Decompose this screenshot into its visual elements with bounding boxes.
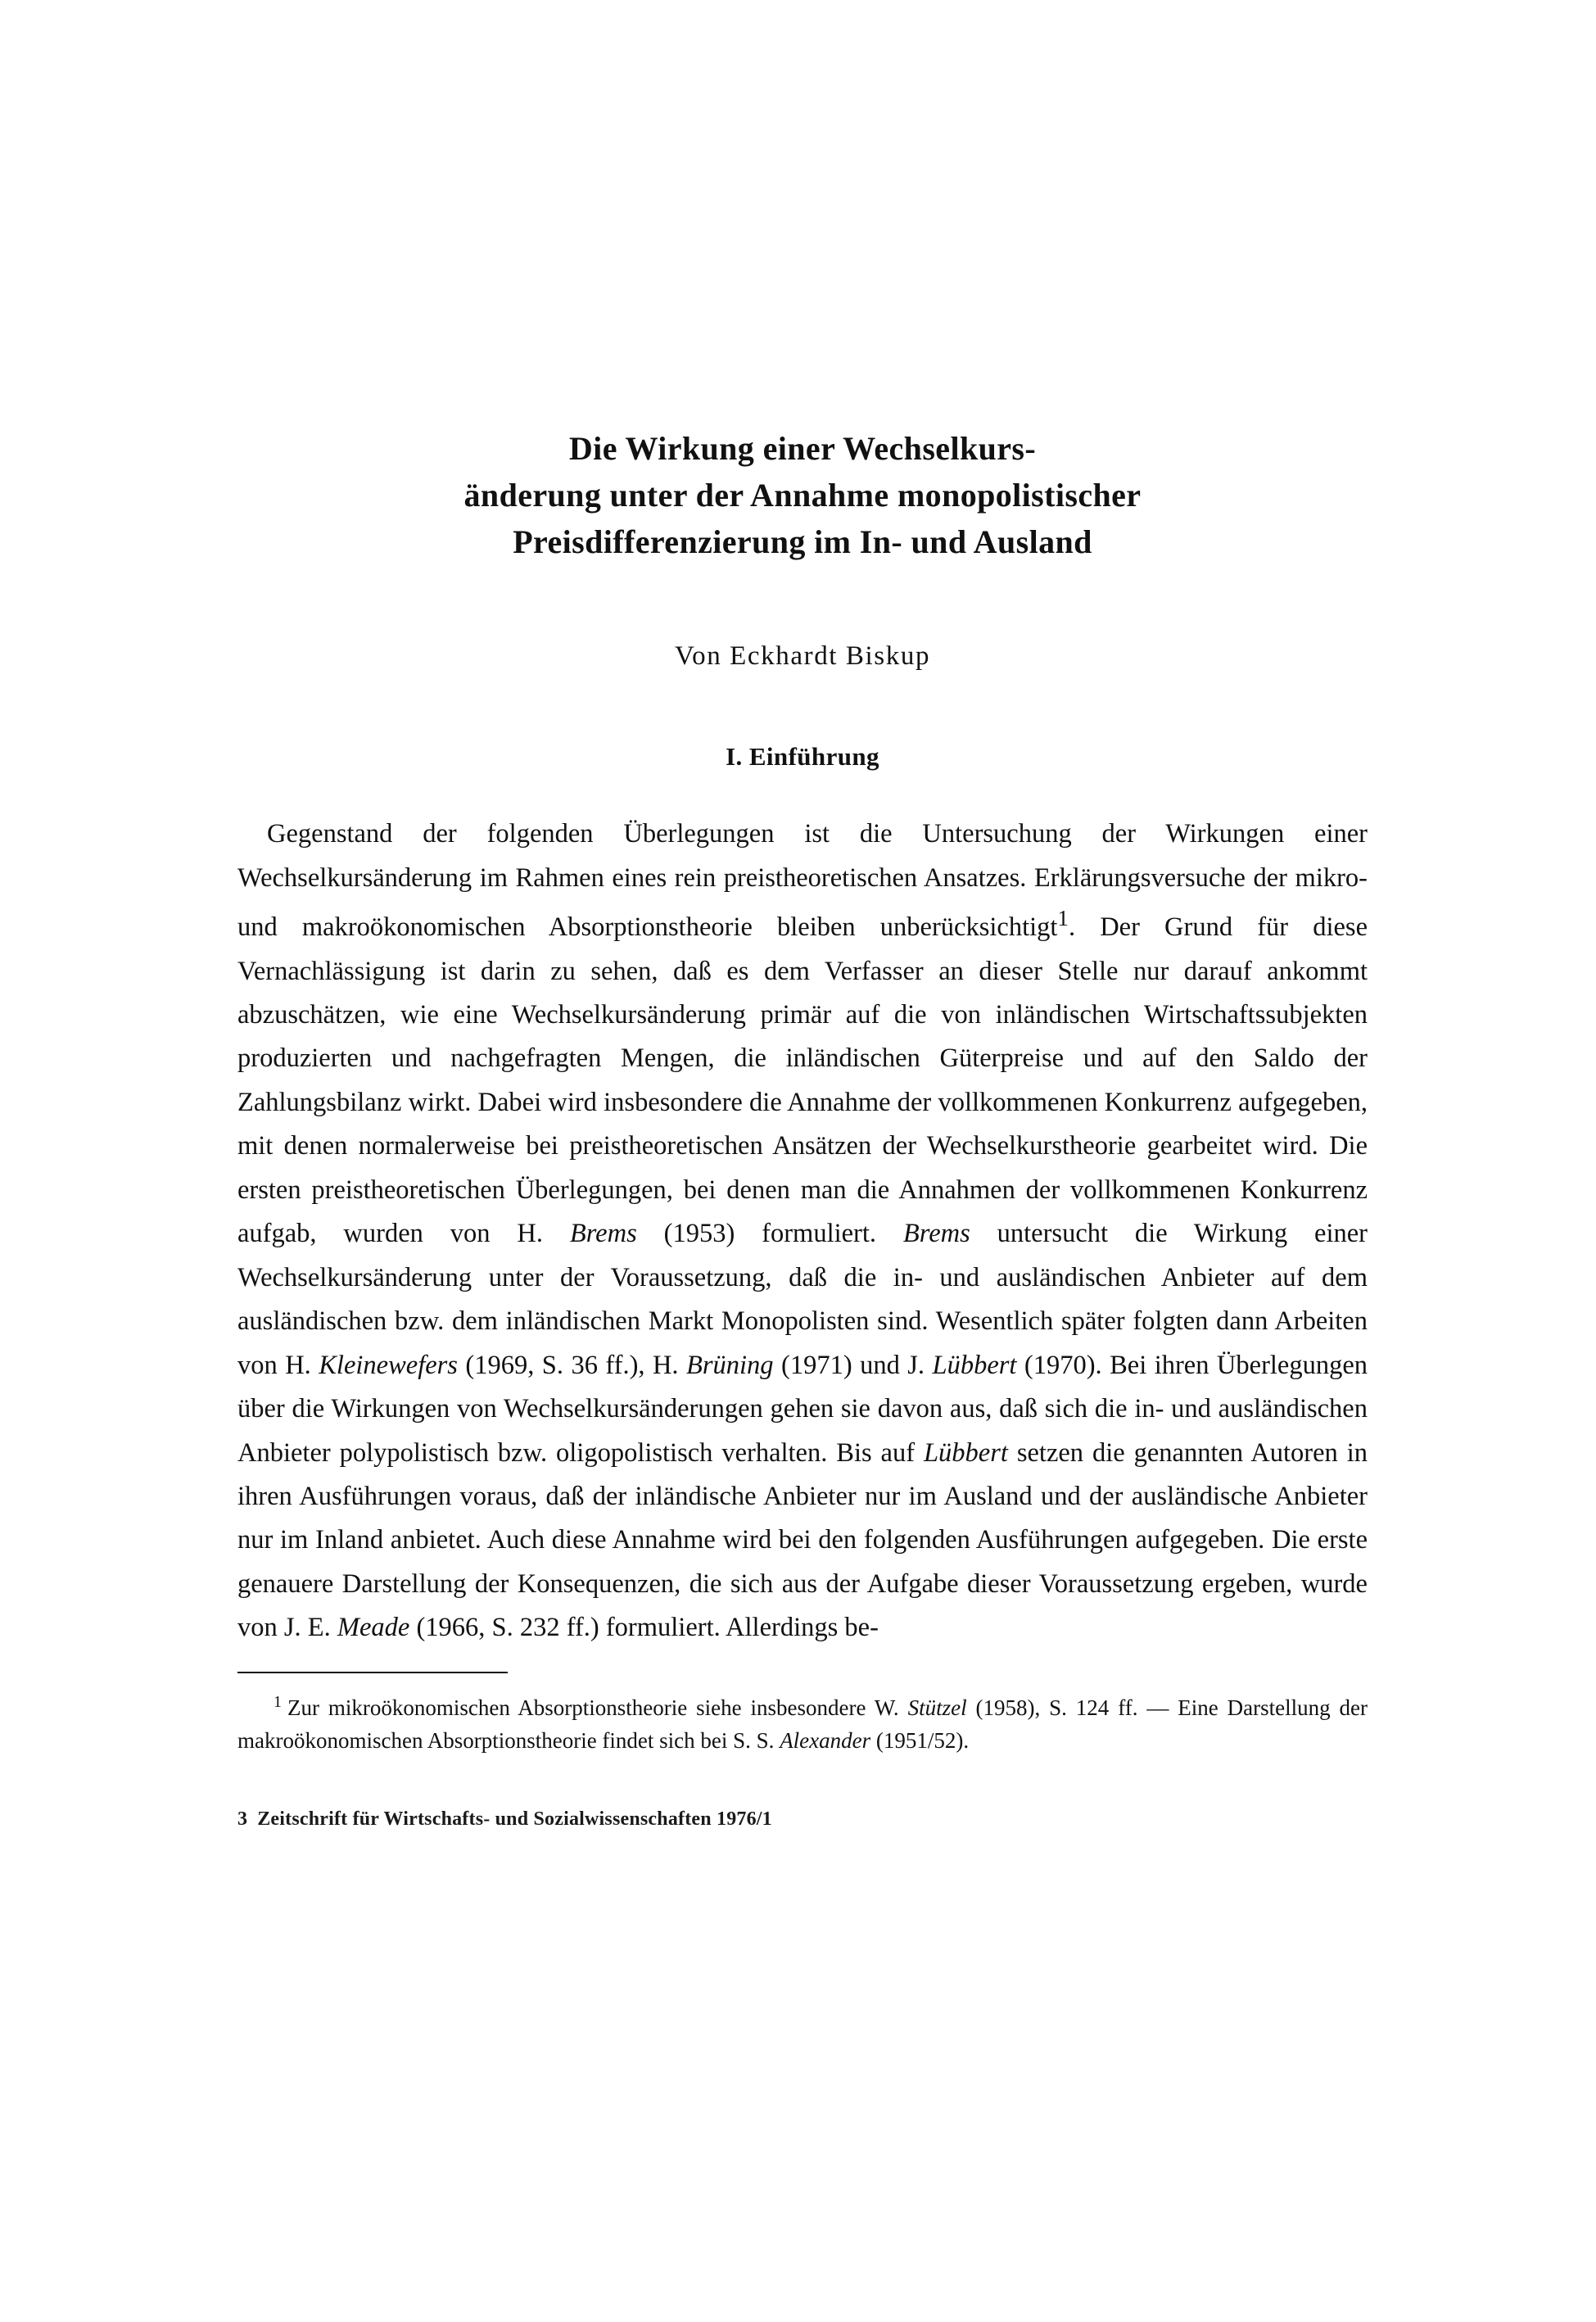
page-content [237, 426, 1368, 1831]
footnote-run-3: (1951/52). [870, 1728, 970, 1754]
body-text [237, 812, 1368, 1650]
running-footer [237, 1808, 1368, 1831]
body-run-7: (1970). Bei ihren Überlegungen über die Wirkungen von Wechselkursänderungen gehen sie davon aus, daß sich die in- und ausländischen Anbieter polypolistisch bzw. oligopolistisch verhalten. Bis auf [237, 1350, 1368, 1468]
citation-luebbert-2: Lübbert [923, 1437, 1008, 1468]
paragraph-intro [237, 812, 1368, 1650]
citation-brems-2: Brems [902, 1219, 970, 1249]
journal-name: Zeitschrift für Wirtschafts- und Sozialwissenschaften 1976/1 [257, 1808, 772, 1830]
citation-kleinewefers: Kleinewefers [319, 1350, 458, 1380]
body-run-1: Gegenstand der folgenden Überlegungen ist die Untersuchung der Wirkungen einer Wechselkursänderung im Rahmen eines rein preistheoretischen Ansatzes. Erklärungsversuche der mikro- und makroökonomischen Absorptionstheorie bleiben unberücksichtigt [237, 819, 1368, 943]
footnote-marker: 1 [274, 1692, 282, 1711]
page-title [237, 426, 1368, 565]
footnote-block [237, 1690, 1368, 1758]
footnote-run-1: Zur mikroökonomischen Absorptionstheorie siehe insbesondere W. [287, 1695, 908, 1720]
body-run-8: setzen die genannten Autoren in ihren Ausführungen voraus, daß der inländische Anbieter nur im Ausland und der ausländische Anbieter nur im Inland anbietet. Auch diese Annahme wird bei den folgenden Ausführungen aufgegeben. Die erste genauere Darstellung der Konsequenzen, die sich aus der Aufgabe dieser Voraussetzung ergeben, wurde von J. E. [237, 1437, 1368, 1643]
citation-meade: Meade [337, 1613, 410, 1643]
title-line-3: Preisdifferenzierung im In- und Ausland [513, 523, 1092, 560]
footnote-run-2: (1958), S. 124 ff. — Eine Darstellung der makroökonomischen Absorptionstheorie findet sich bei S. S. [237, 1695, 1368, 1754]
footnote-separator [237, 1672, 508, 1673]
title-line-1: Die Wirkung einer Wechselkurs- [568, 430, 1037, 467]
citation-brems-1: Brems [569, 1219, 637, 1249]
footnote-ref: 1 [1057, 906, 1069, 931]
citation-stuetzel: Stützel [907, 1695, 967, 1720]
title-line-2: änderung unter der Annahme monopolistischer [463, 476, 1142, 514]
body-run-5: (1969, S. 36 ff.), H. [457, 1350, 687, 1380]
body-run-6: (1971) und J. [773, 1350, 933, 1380]
citation-alexander: Alexander [780, 1728, 871, 1754]
body-run-2: . Der Grund für diese Vernachlässigung ist darin zu sehen, daß es dem Verfasser an dieser Stelle nur darauf ankommt abzuschätzen, wie eine Wechselkursänderung primär auf die von inländischen Wirtschaftssubjekten produzierten und nachgefragten Mengen, die inländischen Güterpreise und auf den Saldo der Zahlungsbilanz wirkt. Dabei wird insbesondere die Annahme der vollkommenen Konkurrenz aufgegeben, mit denen normalerweise bei preistheoretischen Ansätzen der Wechselkurstheorie gearbeitet wird. Die ersten preistheoretischen Überlegungen, bei denen man die Annahmen der vollkommenen Konkurrenz aufgab, wurden von H. [237, 912, 1368, 1249]
body-run-3: (1953) formuliert. [636, 1219, 903, 1249]
body-run-9: (1966, S. 232 ff.) formuliert. Allerdings be- [409, 1613, 879, 1643]
footnote-1 [237, 1690, 1368, 1758]
section-heading: I. Einführung [726, 742, 879, 772]
page-number: 3 [237, 1808, 248, 1830]
body-run-4: untersucht die Wirkung einer Wechselkursänderung unter der Voraussetzung, daß die in- und ausländischen Anbieter auf dem ausländischen bzw. dem inländischen Markt Monopolisten sind. Wesentlich später folgten dann Arbeiten von H. [237, 1219, 1368, 1380]
citation-luebbert-1: Lübbert [932, 1350, 1017, 1380]
citation-bruening: Brüning [686, 1350, 774, 1380]
author-byline: Von Eckhardt Biskup [674, 641, 931, 672]
